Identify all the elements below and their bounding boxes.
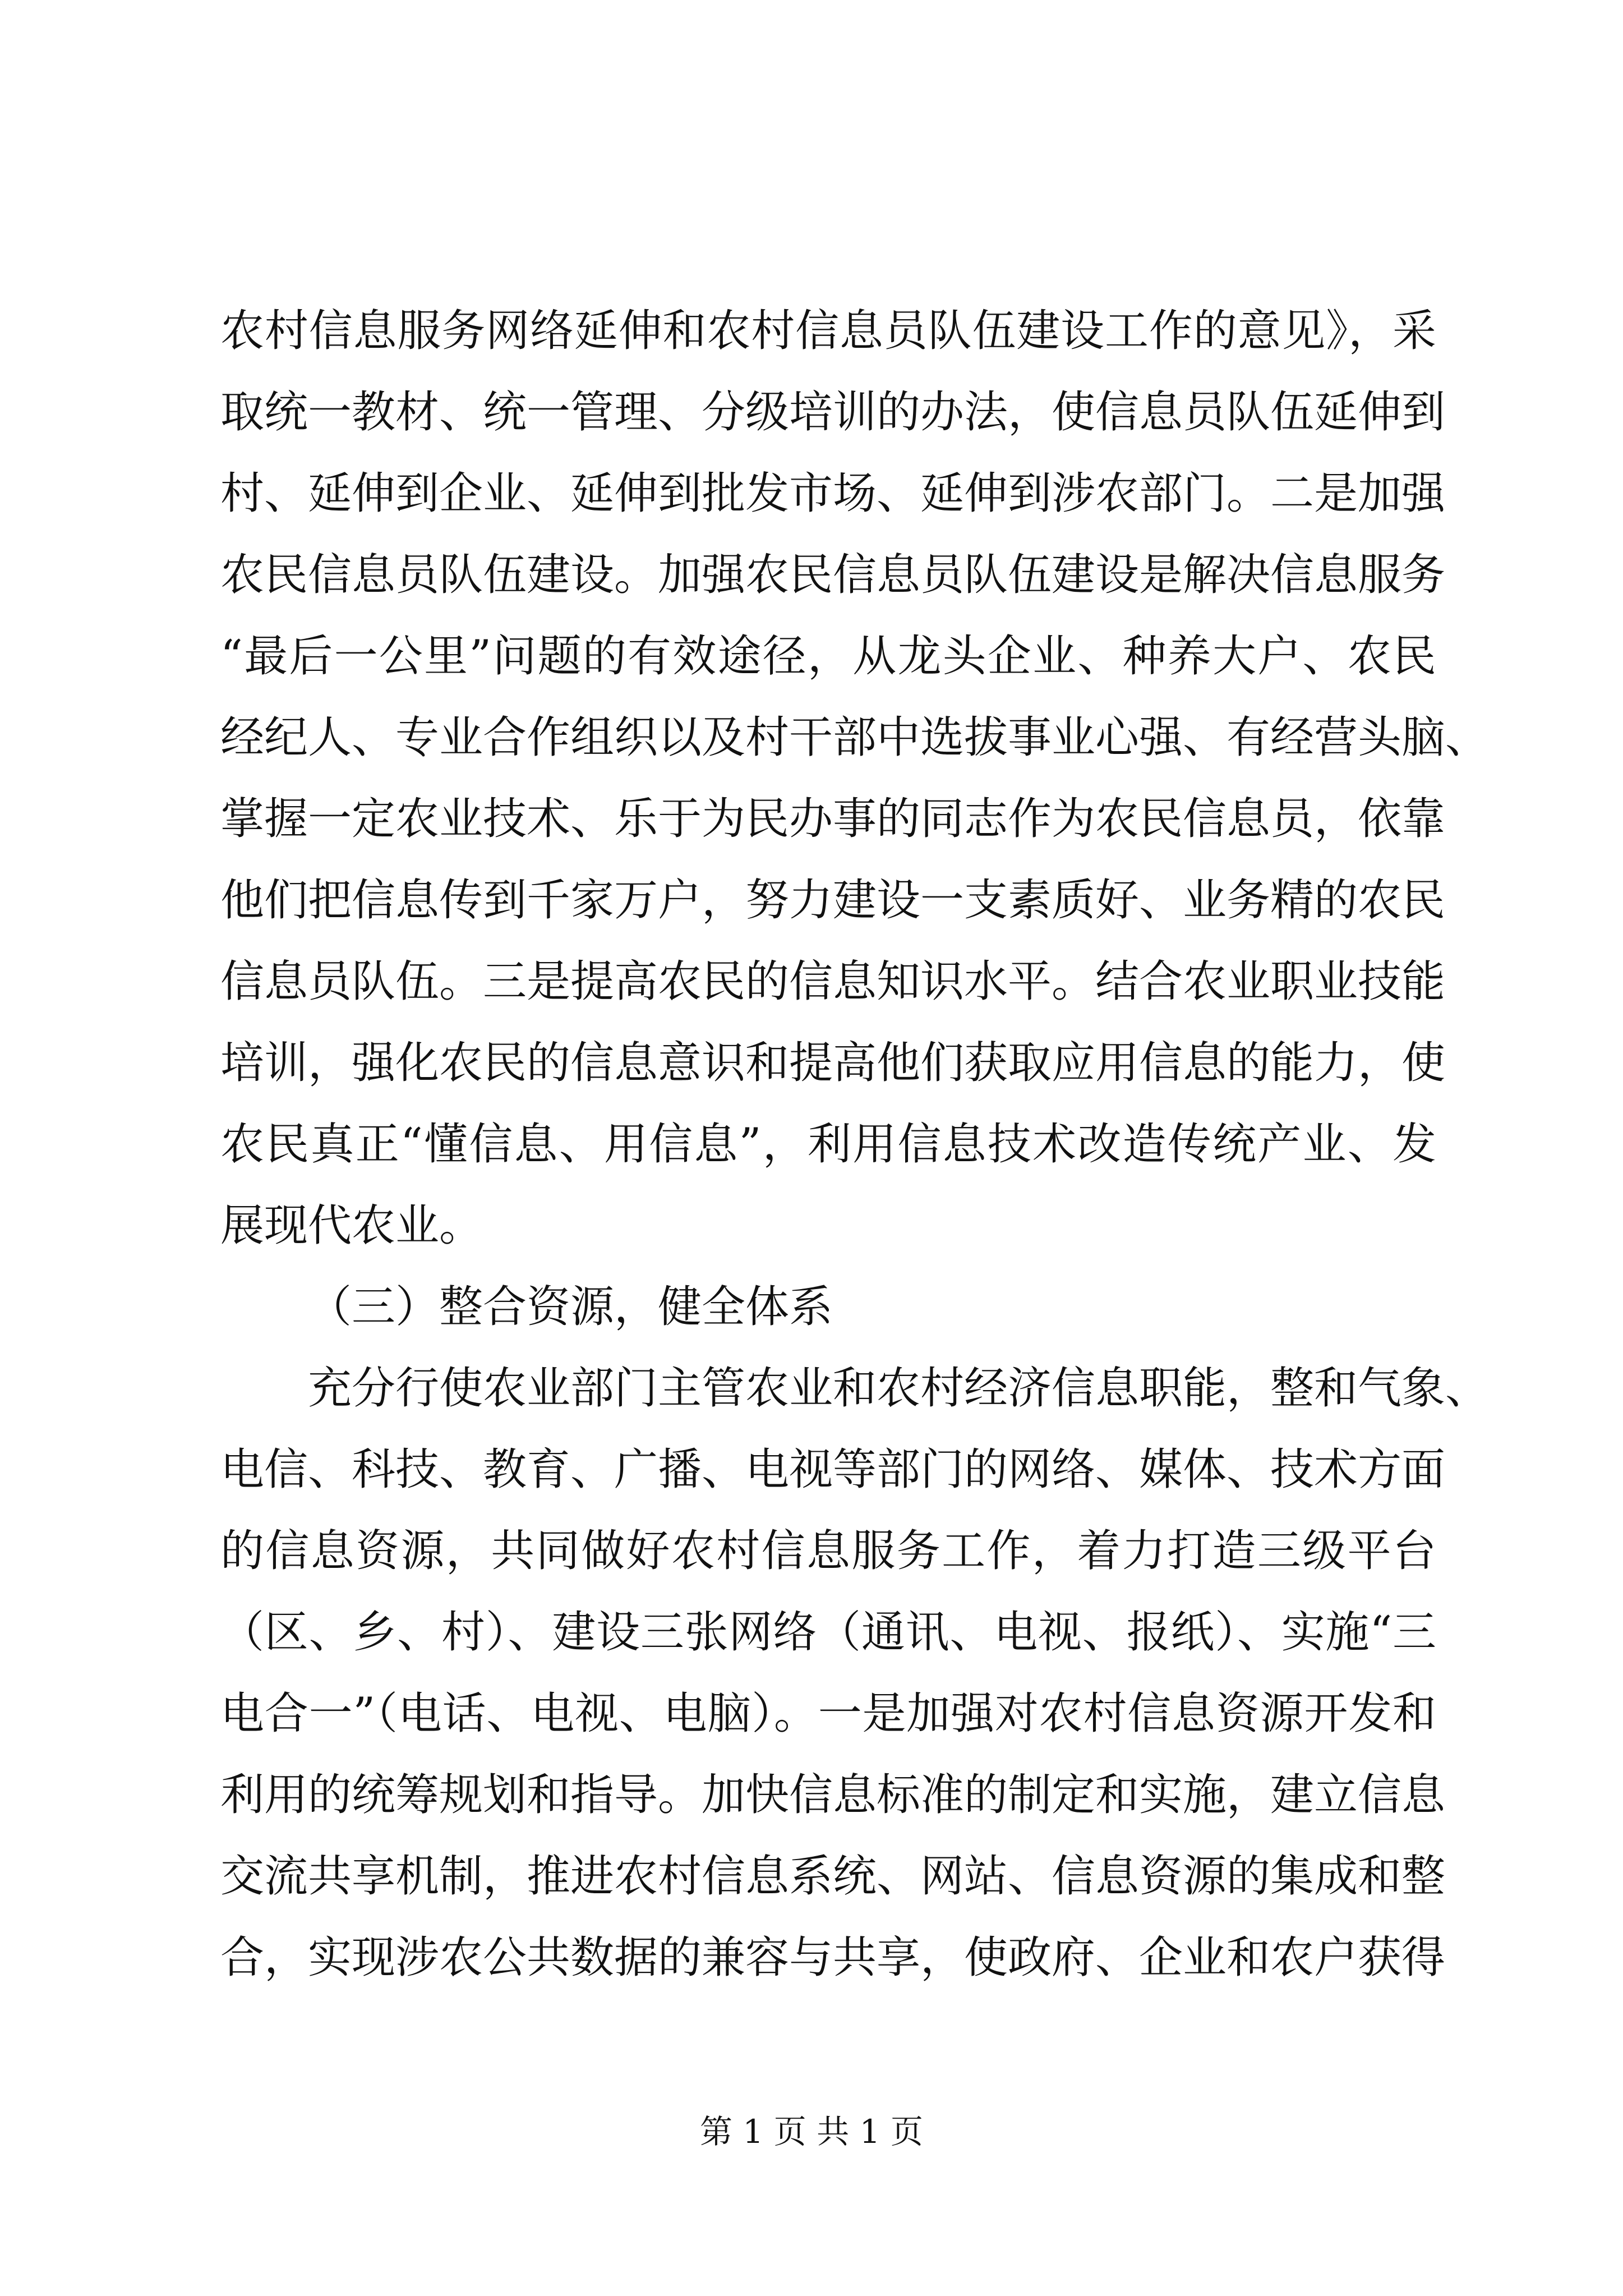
text-line: 电信、科技、教育、广播、电视等部门的网络、媒体、技术方面	[220, 1444, 1446, 1495]
text-line: 利用的统筹规划和指导。加快信息标准的制定和实施，建立信息	[220, 1770, 1446, 1820]
text-line: 他们把信息传到千家万户，努力建设一支素质好、业务精的农民	[220, 875, 1446, 926]
section-heading: （三）整合资源，健全体系	[308, 1282, 833, 1332]
text-line: 培训，强化农民的信息意识和提高他们获取应用信息的能力，使	[220, 1038, 1446, 1088]
text-line: 取统一教材、统一管理、分级培训的办法，使信息员队伍延伸到	[220, 387, 1446, 438]
text-line: 展现代农业。	[220, 1200, 483, 1251]
text-line: 合，实现涉农公共数据的兼容与共享，使政府、企业和农户获得	[220, 1932, 1446, 1983]
page-footer: 第 1 页 共 1 页	[700, 2113, 923, 2151]
text-line: 电合一”（电话、电视、电脑）。一是加强对农村信息资源开发和	[220, 1688, 1436, 1739]
text-line: 村、延伸到企业、延伸到批发市场、延伸到涉农部门。二是加强	[220, 468, 1446, 519]
text-line: 经纪人、专业合作组织以及村干部中选拔事业心强、有经营头脑、	[220, 712, 1490, 763]
text-line: 掌握一定农业技术、乐于为民办事的同志作为农民信息员，依靠	[220, 794, 1446, 844]
text-line: 农民信息员队伍建设。加强农民信息员队伍建设是解决信息服务	[220, 550, 1446, 600]
text-line: “最后一公里”问题的有效途径，从龙头企业、种养大户、农民	[220, 631, 1436, 682]
text-line: 交流共享机制，推进农村信息系统、网站、信息资源的集成和整	[220, 1851, 1446, 1902]
text-line: 的信息资源，共同做好农村信息服务工作，着力打造三级平台	[220, 1526, 1436, 1576]
text-line: （区、乡、村）、建设三张网络（通讯、电视、报纸）、实施“三	[220, 1607, 1436, 1658]
text-line: 农民真正“懂信息、用信息”，利用信息技术改造传统产业、发	[220, 1119, 1436, 1170]
body-text	[220, 291, 1490, 1999]
text-line: 农村信息服务网络延伸和农村信息员队伍建设工作的意见》，采	[220, 306, 1436, 356]
text-line: 信息员队伍。三是提高农民的信息知识水平。结合农业职业技能	[220, 956, 1446, 1007]
text-line: 充分行使农业部门主管农业和农村经济信息职能，整和气象、	[308, 1363, 1490, 1414]
